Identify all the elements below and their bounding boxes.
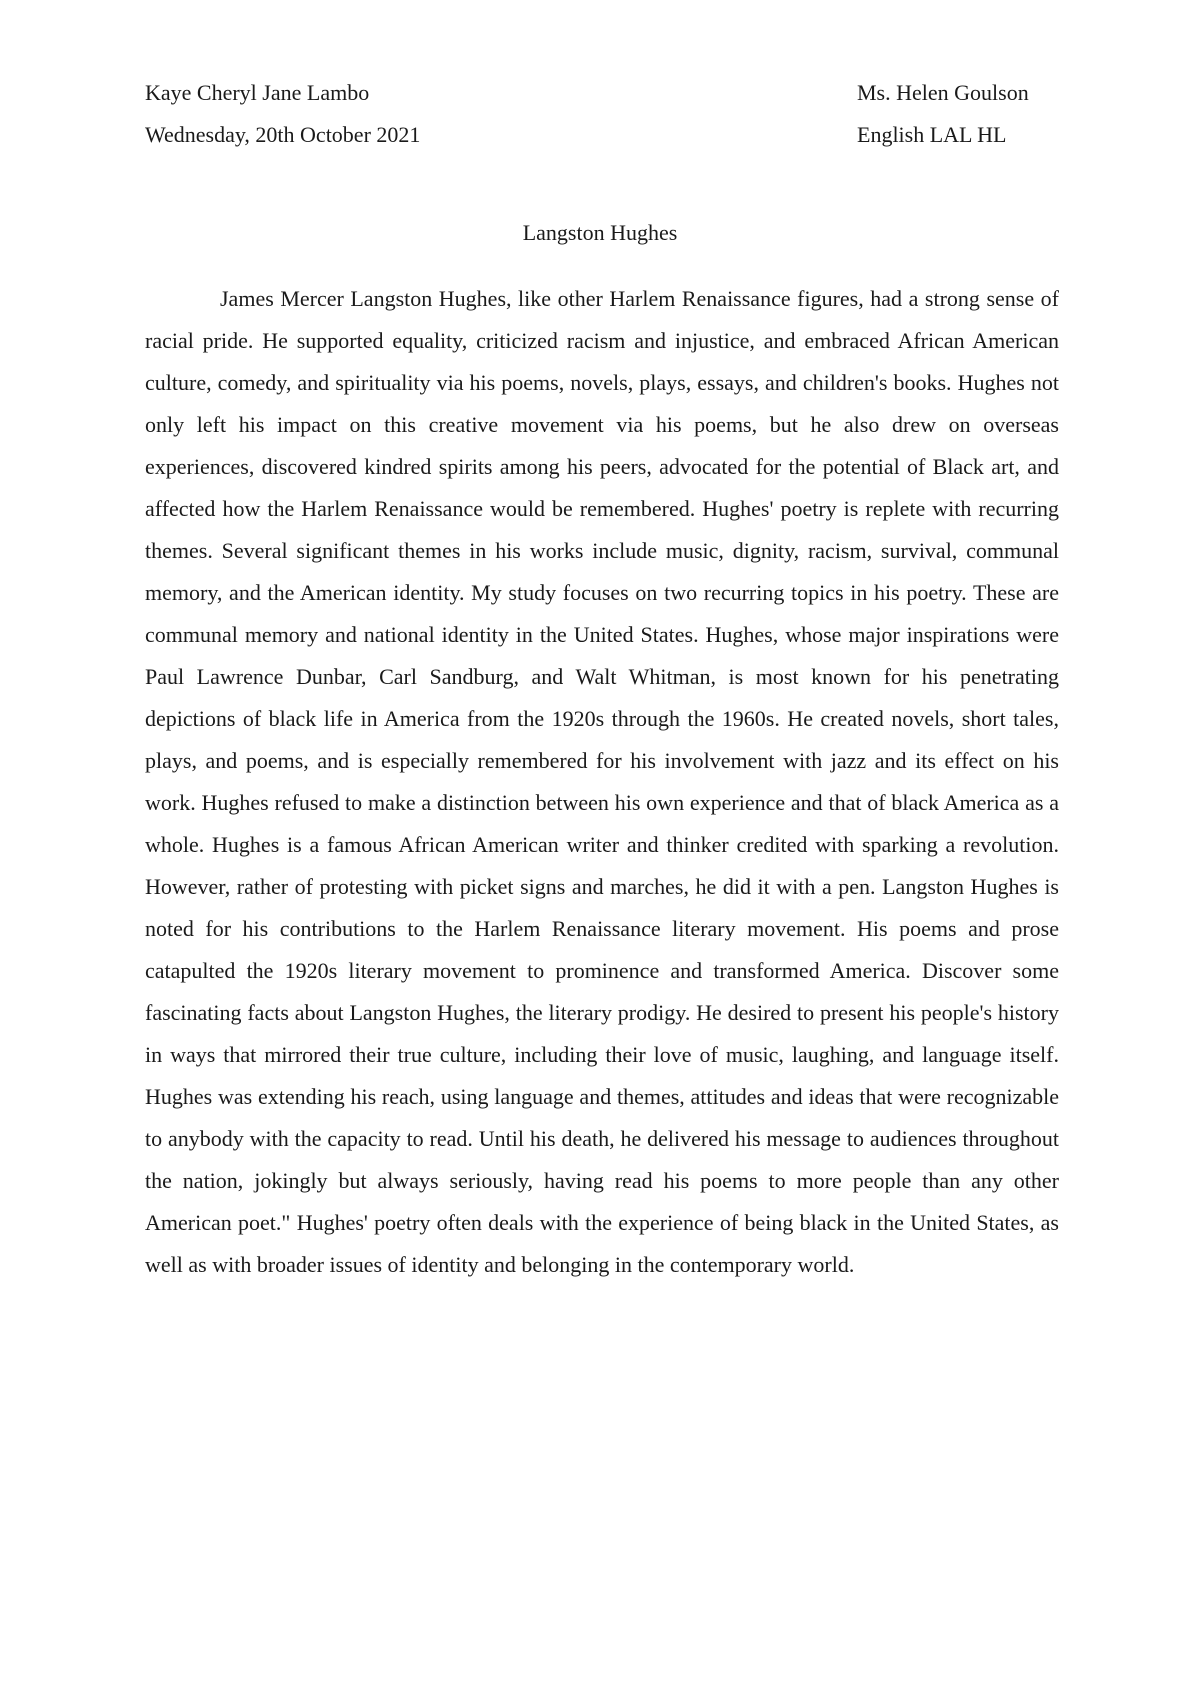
body-paragraph: James Mercer Langston Hughes, like other Harlem Renaissance figures, had a strong sense of racial pride. He supported equality, criticized racism and injustice, and embraced African American culture, comedy, and spirituality via his poems, novels, plays, essays, and children's books. Hughes not only left his impact on this creative movement via his poems, but he also drew on overseas experiences, discovered kindred spirits among his peers, advocated for the potential of Black art, and affected how the Harlem Renaissance would be remembered. Hughes' poetry is replete with recurring themes. Several significant themes in his works include music, dignity, racism, survival, communal memory, and the American identity. My study focuses on two recurring topics in his poetry. These are communal memory and national identity in the United States. Hughes, whose major inspirations were Paul Lawrence Dunbar, Carl Sandburg, and Walt Whitman, is most known for his penetrating depictions of black life in America from the 1920s through the 1960s. He created novels, short tales, plays, and poems, and is especially remembered for his involvement with jazz and its effect on his work. Hughes refused to make a distinction between his own experience and that of black America as a whole. Hughes is a famous African American writer and thinker credited with sparking a revolution. However, rather of protesting with picket signs and marches, he did it with a pen. Langston Hughes is noted for his contributions to the Harlem Renaissance literary movement. His poems and prose catapulted the 1920s literary movement to prominence and transformed America. Discover some fascinating facts about Langston Hughes, the literary prodigy. He desired to present his people's history in ways that mirrored their true culture, including their love of music, laughing, and language itself. Hughes was extending his reach, using language and themes, attitudes and ideas that were recognizable to anybody with the capacity to read. Until his death, he delivered his message to audiences throughout the nation, jokingly but always seriously, having read his poems to more people than any other American poet." Hughes' poetry often deals with the experience of being black in the United States, as well as with broader issues of identity and belonging in the contemporary world. (145, 286, 1059, 1277)
document-title: Langston Hughes (522, 220, 678, 245)
course-name: English LAL HL (857, 122, 1007, 147)
header-left-block (145, 72, 420, 156)
header-right-block (857, 72, 1029, 156)
teacher-name: Ms. Helen Goulson (857, 80, 1029, 105)
student-name: Kaye Cheryl Jane Lambo (145, 80, 370, 105)
document-date: Wednesday, 20th October 2021 (145, 122, 421, 147)
